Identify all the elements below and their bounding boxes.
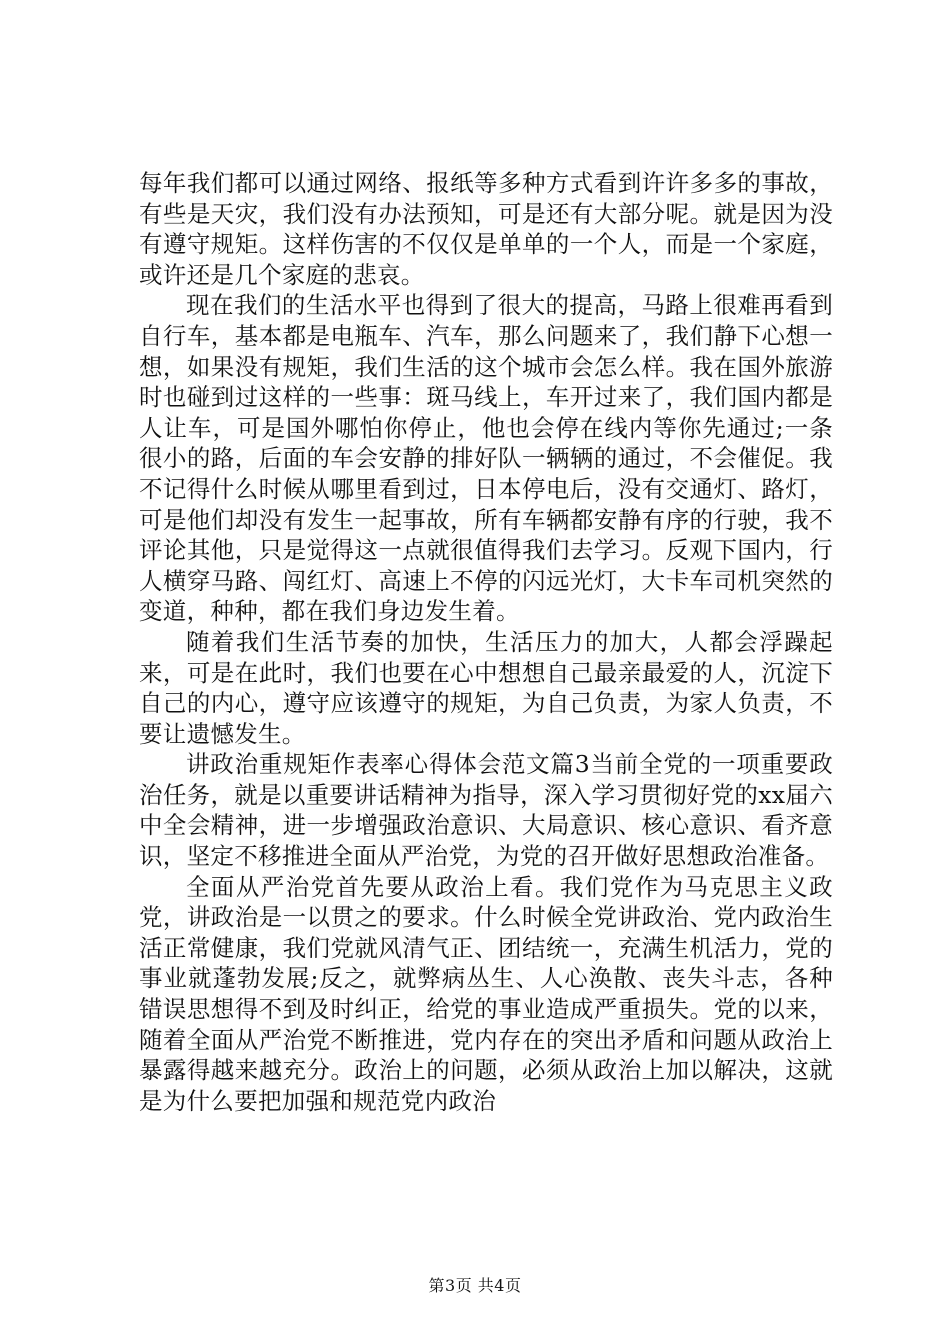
paragraph-5: 全面从严治党首先要从政治上看。我们党作为马克思主义政党，讲政治是一以贯之的要求。什么时候全党讲政治、党内政治生活正常健康，我们党就风清气正、团结统一，充满生机活力，党的事业就蓬勃发展;反之，就弊病丛生、人心涣散、丧失斗志，各种错误思想得不到及时纠正，给党的事业造成严重损失。党的以来，随着全面从严治党不断推进，党内存在的突出矛盾和问题从政治上暴露得越来越充分。政治上的问题，必须从政治上加以解决，这就是为什么要把加强和规范党内政治: [139, 872, 833, 1115]
document-body: [139, 168, 833, 1116]
paragraph-4: 讲政治重规矩作表率心得体会范文篇3当前全党的一项重要政治任务，就是以重要讲话精神为指导，深入学习贯彻好党的xx届六中全会精神，进一步增强政治意识、大局意识、核心意识、看齐意识，坚定不移推进全面从严治党，为党的召开做好思想政治准备。: [139, 750, 833, 871]
page-footer: [0, 1276, 950, 1296]
page-number-label: 第3页 共4页: [428, 1276, 522, 1295]
paragraph-2: 现在我们的生活水平也得到了很大的提高，马路上很难再看到自行车，基本都是电瓶车、汽车，那么问题来了，我们静下心想一想，如果没有规矩，我们生活的这个城市会怎么样。我在国外旅游时也碰到过这样的一些事：斑马线上，车开过来了，我们国内都是人让车，可是国外哪怕你停止，他也会停在线内等你先通过;一条很小的路，后面的车会安静的排好队一辆辆的通过，不会催促。我不记得什么时候从哪里看到过，日本停电后，没有交通灯、路灯，可是他们却没有发生一起事故，所有车辆都安静有序的行驶，我不评论其他，只是觉得这一点就很值得我们去学习。反观下国内，行人横穿马路、闯红灯、高速上不停的闪远光灯，大卡车司机突然的变道，种种，都在我们身边发生着。: [139, 291, 833, 626]
paragraph-1: 每年我们都可以通过网络、报纸等多种方式看到许许多多的事故，有些是天灾，我们没有办法预知，可是还有大部分呢。就是因为没有遵守规矩。这样伤害的不仅仅是单单的一个人，而是一个家庭，或许还是几个家庭的悲哀。: [139, 169, 833, 289]
paragraph-3: 随着我们生活节奏的加快，生活压力的加大，人都会浮躁起来，可是在此时，我们也要在心中想想自己最亲最爱的人，沉淀下自己的内心，遵守应该遵守的规矩，为自己负责，为家人负责，不要让遗憾发生。: [139, 627, 833, 748]
